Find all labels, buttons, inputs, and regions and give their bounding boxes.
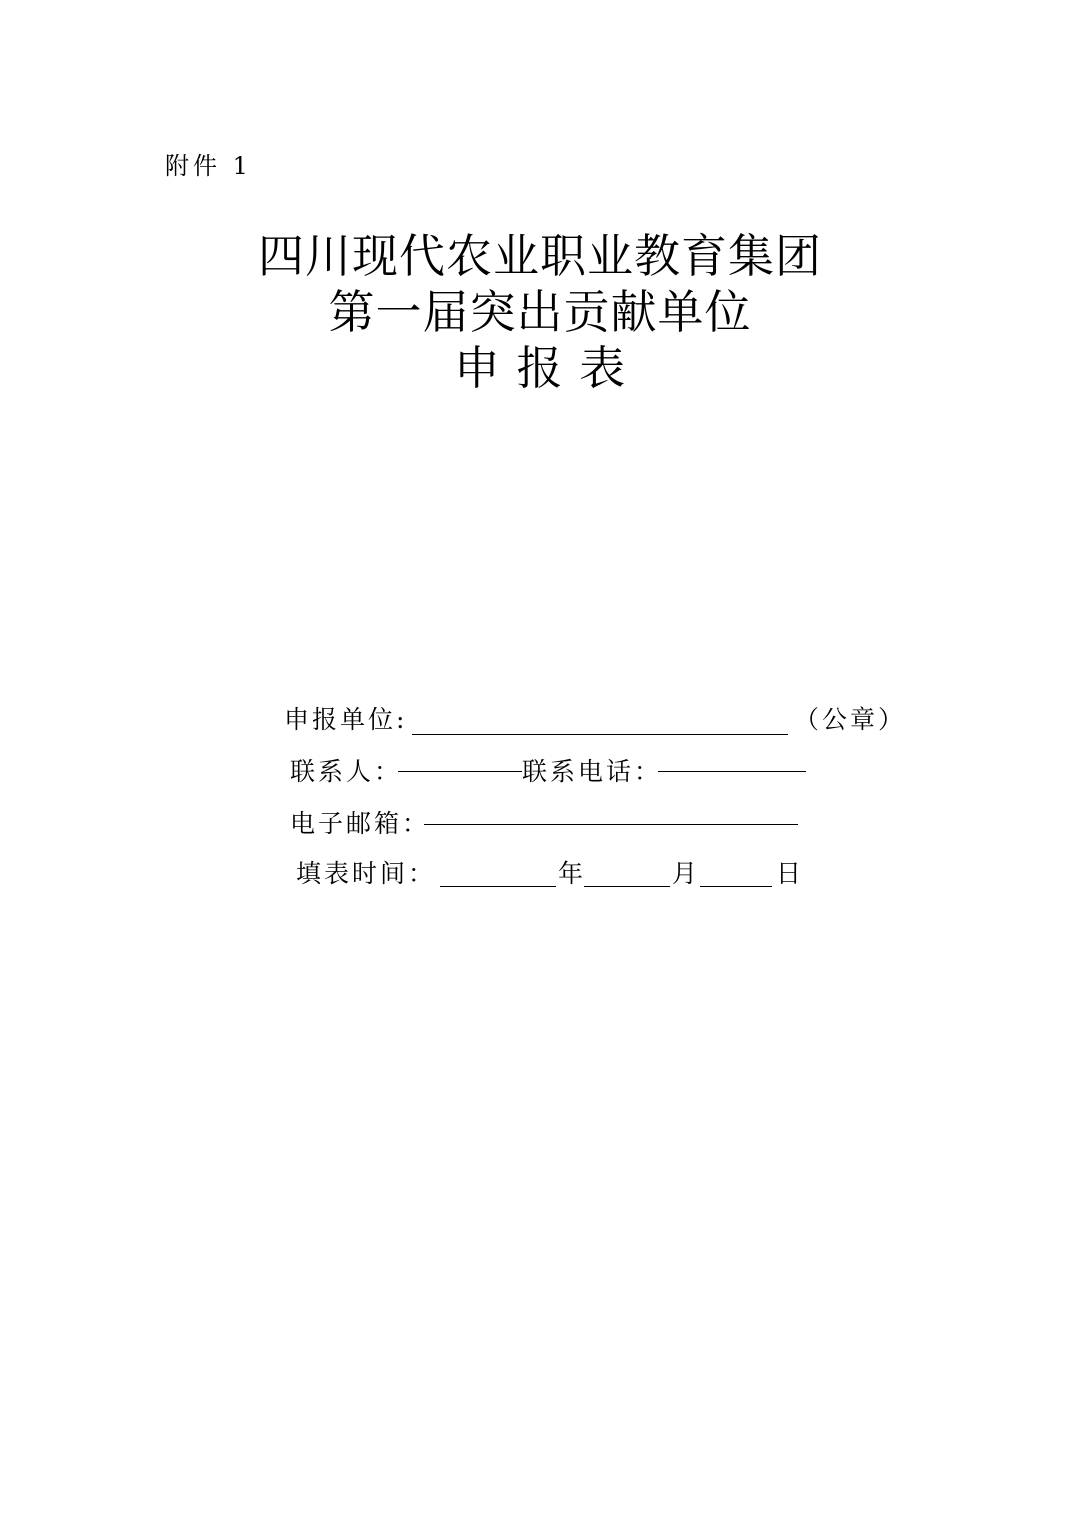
month-label: 月 (672, 859, 701, 888)
email-label: 电子邮箱： (290, 809, 431, 838)
contact-phone-field[interactable] (658, 771, 806, 772)
row-email (290, 808, 810, 840)
year-field[interactable] (440, 886, 556, 887)
day-field[interactable] (700, 886, 772, 887)
contact-person-label: 联系人： (290, 757, 403, 786)
title-line-org: 四川现代农业职业教育集团 (258, 229, 822, 283)
title-line-form: 申 报 表 (453, 341, 627, 395)
form-title (0, 228, 1080, 396)
row-applicant-unit (284, 704, 907, 736)
title-line-award: 第一届突出贡献单位 (328, 285, 752, 339)
email-field[interactable] (424, 824, 798, 825)
fill-date-label: 填表时间： (296, 859, 437, 888)
attachment-label: 附件 1 (165, 152, 252, 180)
year-label: 年 (558, 859, 587, 888)
applicant-unit-field[interactable] (412, 734, 788, 735)
official-seal-note: （公章） (794, 705, 907, 734)
contact-phone-label: 联系电话： (522, 757, 663, 786)
contact-person-field[interactable] (398, 771, 522, 772)
row-contact (290, 756, 820, 788)
day-label: 日 (776, 859, 805, 888)
row-fill-date (296, 858, 816, 890)
month-field[interactable] (584, 886, 670, 887)
applicant-unit-label: 申报单位: (284, 705, 408, 734)
